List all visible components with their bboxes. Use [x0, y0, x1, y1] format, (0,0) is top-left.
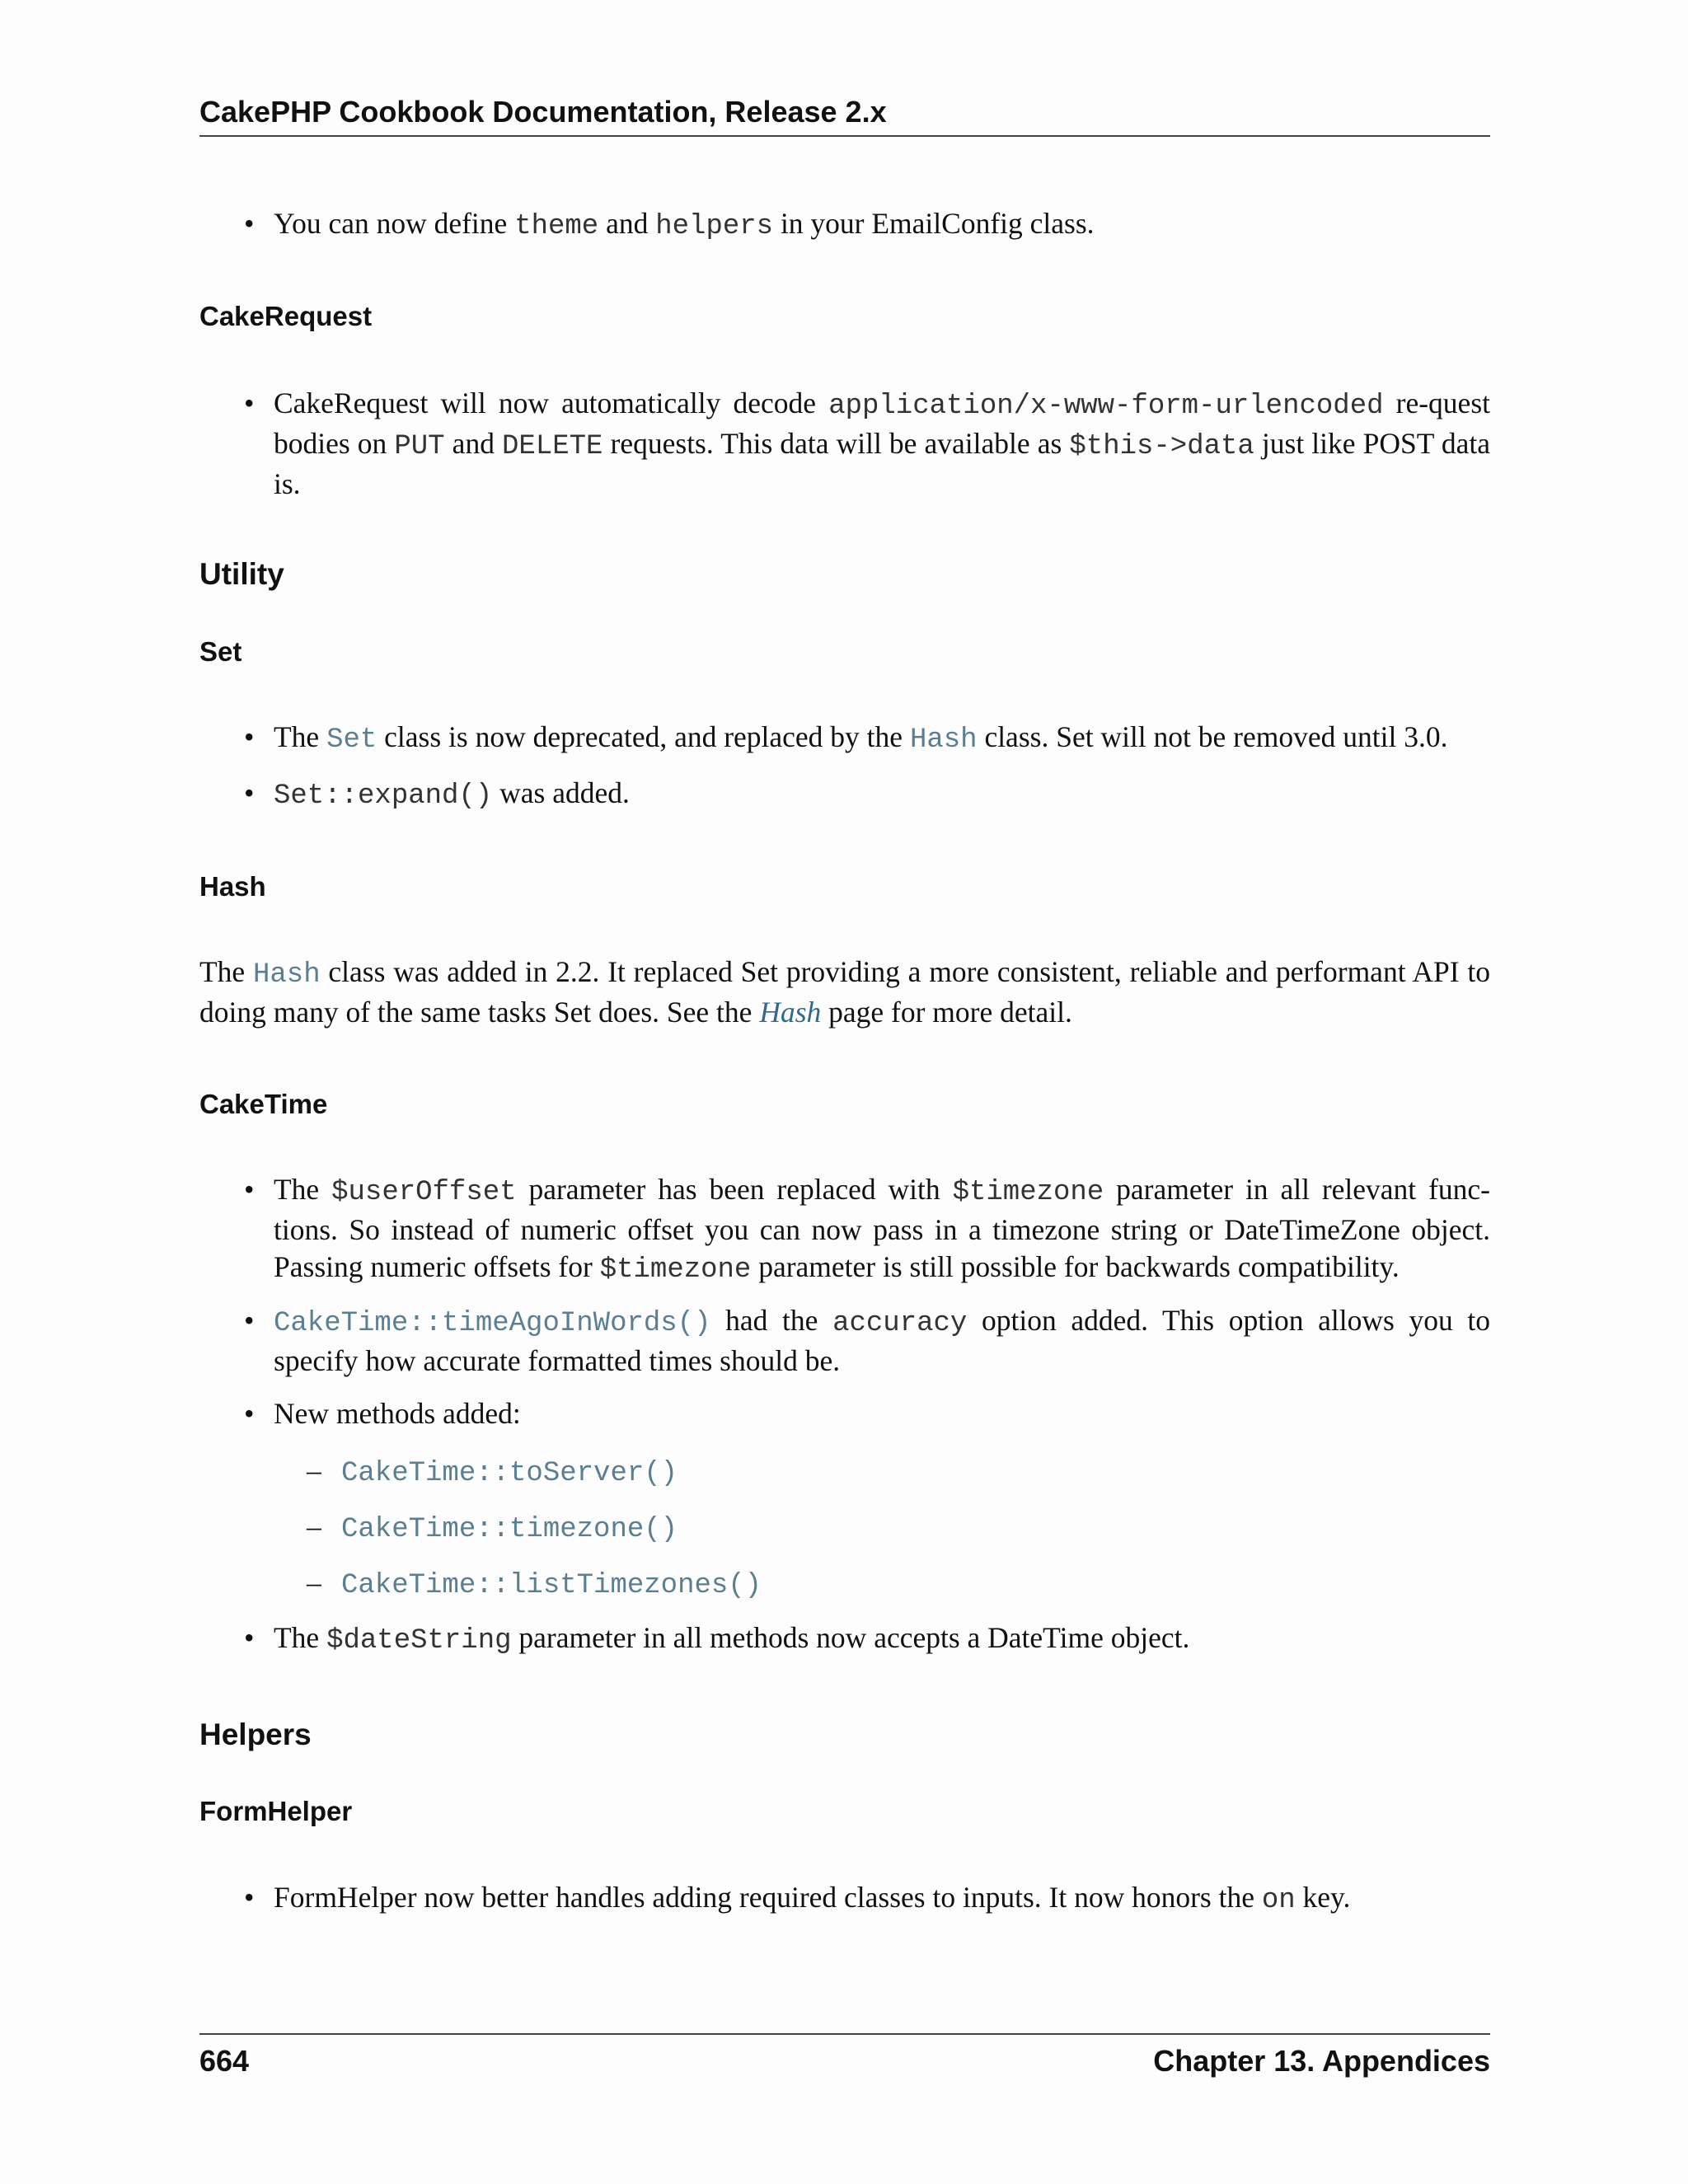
document-page — [199, 0, 1490, 2184]
inline-code: PUT — [394, 431, 445, 462]
bullet-icon: • — [244, 1173, 255, 1206]
page-number: 664 — [199, 2044, 250, 2078]
list-item: • FormHelper now better handles adding required classes to inputs. It now honors the on key. — [244, 1881, 1351, 1916]
list-item: • CakeRequest will now automatically decode application/x-www-form-urlencoded re-quest bodies on PUT and DELETE requests. This data will be available as $this->data just like POST data is. — [244, 387, 1490, 500]
bullet-icon: • — [244, 207, 255, 240]
inline-code: Set::expand() — [274, 780, 493, 812]
bullet-icon: • — [244, 1397, 255, 1430]
inline-code: accuracy — [832, 1308, 968, 1339]
class-link[interactable]: Hash — [252, 959, 321, 991]
bullet-icon: • — [244, 387, 255, 419]
inline-code: $timezone — [599, 1254, 752, 1286]
inline-code: $dateString — [326, 1625, 512, 1657]
method-link[interactable]: CakeTime::timeAgoInWords() — [274, 1308, 711, 1339]
inline-code: theme — [514, 211, 599, 242]
list-item: • Set::expand() was added. — [244, 776, 630, 812]
list-item: • CakeTime::timeAgoInWords() had the accuracy option added. This option allows you to specify how accurate formatted times should be. — [244, 1304, 1490, 1377]
list-item: • The $dateString parameter in all methods now accepts a DateTime object. — [244, 1621, 1190, 1657]
chapter-title: Chapter 13. Appendices — [1153, 2044, 1490, 2078]
bullet-icon: • — [244, 1304, 255, 1337]
dash-icon: – — [307, 1510, 321, 1543]
method-link[interactable]: CakeTime::listTimezones() — [341, 1570, 762, 1601]
document-title: CakePHP Cookbook Documentation, Release 2.x — [199, 95, 887, 129]
section-heading: Helpers — [199, 1718, 312, 1751]
dash-icon: – — [307, 1454, 321, 1487]
class-link[interactable]: Hash — [909, 724, 978, 756]
inline-code: application/x-www-form-urlencoded — [828, 391, 1384, 422]
list-item: • The Set class is now deprecated, and replaced by the Hash class. Set will not be removed until 3.0. — [244, 720, 1448, 756]
subsection-heading: Set — [199, 636, 242, 667]
bullet-icon: • — [244, 720, 255, 753]
doc-link[interactable]: Hash — [759, 996, 822, 1029]
inline-code: on — [1261, 1885, 1296, 1916]
inline-code: $userOffset — [331, 1177, 517, 1208]
running-header — [199, 89, 1490, 137]
section-heading: CakeRequest — [199, 301, 373, 331]
section-heading: Utility — [199, 557, 284, 591]
sub-list-item — [307, 1564, 762, 1605]
running-footer — [199, 2033, 1490, 2088]
class-link[interactable]: Set — [326, 724, 377, 756]
inline-code: $timezone — [952, 1177, 1104, 1208]
dash-icon: – — [307, 1566, 321, 1599]
subsection-heading: CakeTime — [199, 1089, 328, 1119]
list-item: • You can now define theme and helpers in your EmailConfig class. — [244, 207, 1095, 242]
inline-code: DELETE — [502, 431, 603, 462]
list-item: • The $userOffset parameter has been replaced with $timezone parameter in all relevant func-tions. So instead of numeric offset you can now pass in a timezone string or DateTimeZone object. Passing numeric offsets for $timezone parameter is still possible for backwards compatibility. — [244, 1173, 1490, 1286]
bullet-icon: • — [244, 776, 255, 809]
subsection-heading: FormHelper — [199, 1796, 353, 1826]
method-link[interactable]: CakeTime::timezone() — [341, 1514, 678, 1545]
bullet-icon: • — [244, 1881, 255, 1914]
bullet-icon: • — [244, 1621, 255, 1654]
method-link[interactable]: CakeTime::toServer() — [341, 1458, 678, 1489]
list-item: • New methods added: — [244, 1395, 1490, 1432]
inline-code: $this->data — [1069, 431, 1254, 462]
subsection-heading: Hash — [199, 871, 266, 902]
sub-list-item — [307, 1508, 678, 1549]
paragraph: The Hash class was added in 2.2. It replaced Set providing a more consistent, reliable and performant API to doing many of the same tasks Set does. See the Hash page for more detail. — [199, 955, 1490, 1029]
inline-code: helpers — [655, 211, 774, 242]
sub-list-item — [307, 1452, 678, 1493]
